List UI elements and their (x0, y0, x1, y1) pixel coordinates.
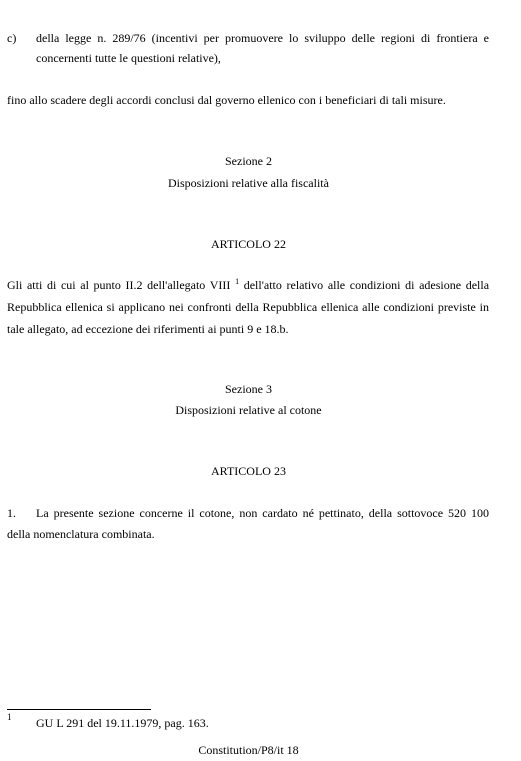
footnote-text: GU L 291 del 19.11.1979, pag. 163. (36, 716, 209, 730)
article-22-line-1-part-b: dell'atto relativo alle condizioni di adesione della (243, 278, 490, 292)
section-3-title: Sezione 3 (225, 382, 272, 396)
section-2-subtitle: Disposizioni relative alla fiscalità (168, 176, 329, 190)
article-23-title: ARTICOLO 23 (211, 464, 286, 478)
article-22-title: ARTICOLO 22 (211, 237, 286, 251)
footnote-separator (7, 709, 151, 710)
item-c-line-2: concernenti tutte le questioni relative), (36, 51, 221, 65)
footer-reference: Constitution/P8/it 18 (198, 743, 299, 757)
footnote-number: 1 (7, 712, 12, 722)
article-22-line-1 (7, 278, 489, 292)
item-c-line-1: della legge n. 289/76 (incentivi per promuovere lo sviluppo delle regioni di frontiera e (36, 31, 489, 45)
continuation-paragraph: fino allo scadere degli accordi conclusi dal governo ellenico con i beneficiari di tali misure. (7, 93, 446, 107)
section-3-subtitle: Disposizioni relative al cotone (175, 403, 322, 417)
footnote-reference: 1 (235, 277, 240, 286)
list-marker-c: c) (7, 31, 17, 45)
article-22-line-3: tale allegato, ad eccezione dei riferimenti ai punti 9 e 18.b. (7, 322, 289, 336)
section-2-title: Sezione 2 (225, 154, 272, 168)
paragraph-number-1: 1. (7, 506, 16, 520)
article-22-line-1-part-a: Gli atti di cui al punto II.2 dell'allegato VIII (7, 278, 231, 292)
article-23-para-1-line-1: La presente sezione concerne il cotone, non cardato né pettinato, della sottovoce 520 100 (36, 506, 489, 520)
article-22-line-2: Repubblica ellenica si applicano nei confronti della Repubblica ellenica alle condizioni previste in (7, 300, 489, 314)
article-23-para-1-line-2: della nomenclatura combinata. (7, 527, 155, 541)
